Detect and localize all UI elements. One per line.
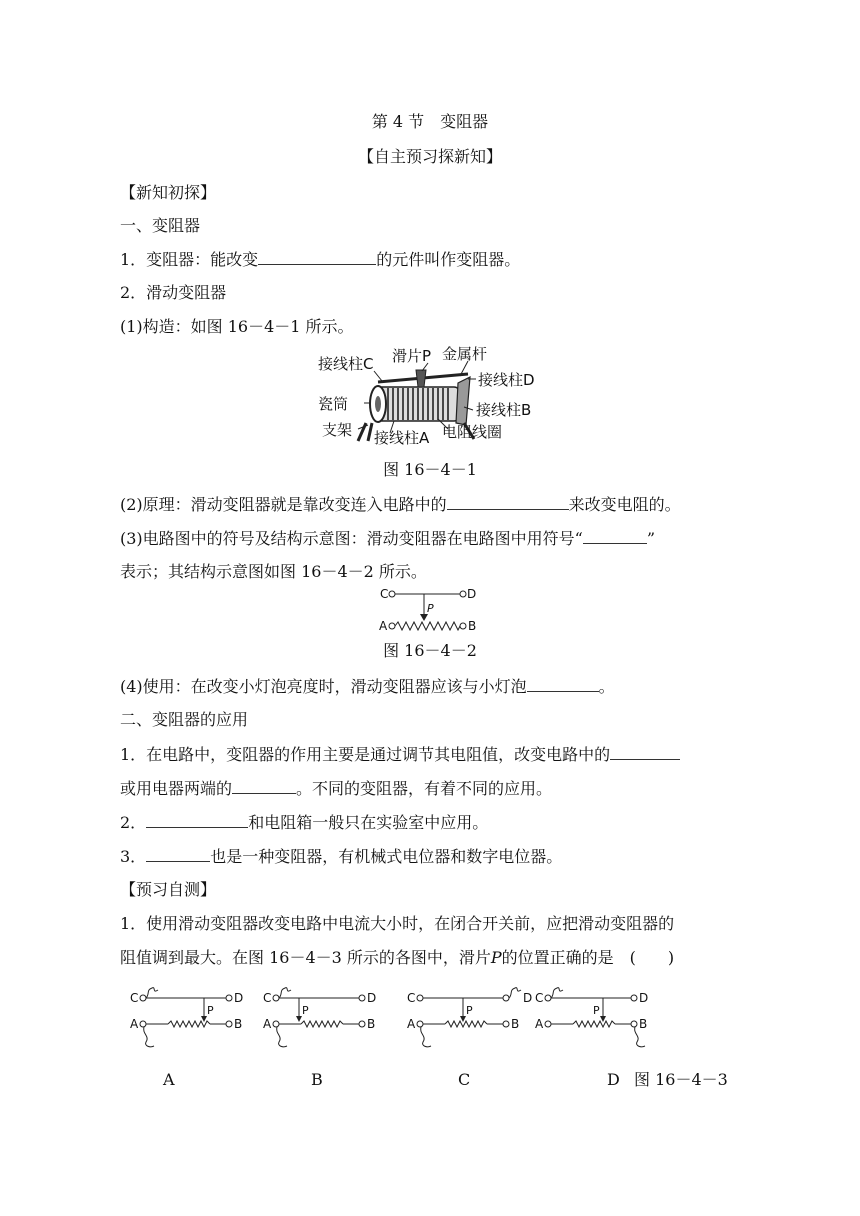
fig1-caption: 图 16－4－1	[383, 460, 477, 479]
label-terminal-a: 接线柱A	[374, 429, 430, 447]
svg-text:C: C	[407, 991, 416, 1005]
part2-q3-post: 也是一种变阻器，有机械式电位器和数字电位器。	[210, 847, 563, 866]
part1-heading: 一、变阻器	[120, 216, 201, 235]
option-a-label: A	[163, 1070, 175, 1089]
svg-text:D: D	[234, 991, 244, 1005]
fill-blank[interactable]	[232, 778, 296, 794]
svg-text:D: D	[523, 991, 533, 1005]
label-terminal-d: 接线柱D	[478, 371, 535, 389]
part1-s4	[120, 676, 615, 697]
fill-blank[interactable]	[447, 494, 569, 510]
label-terminal-c: 接线柱C	[318, 355, 374, 373]
q1-line2-text: 阻值调到最大。在图 16－4－3 所示的各图中，滑片	[120, 948, 491, 967]
part2-q1-line2-pre: 或用电器两端的	[120, 779, 233, 798]
fill-blank[interactable]	[610, 744, 680, 760]
section-title: 第 4 节 变阻器	[371, 112, 489, 131]
svg-text:A: A	[263, 1017, 272, 1031]
part2-q1-pre: 1．在电路中，变阻器的作用主要是通过调节其电阻值，改变电路中的	[120, 745, 611, 764]
fig3-caption: 图 16－4－3	[634, 1070, 728, 1089]
fill-blank[interactable]	[258, 249, 376, 265]
svg-text:A: A	[130, 1017, 139, 1031]
part1-s1: (1)构造：如图 16－4－1 所示。	[120, 317, 354, 336]
part1-q1-post: 的元件叫作变阻器。	[376, 250, 521, 269]
option-c-label: C	[458, 1070, 471, 1089]
self-test-label: 【预习自测】	[120, 880, 217, 899]
part2-q3	[120, 846, 562, 867]
q1-italic-p: P	[490, 948, 502, 967]
svg-text:C: C	[130, 991, 139, 1005]
option-d-diagram[interactable]	[533, 984, 663, 1054]
part2-q1-line2-post: 。不同的变阻器，有着不同的应用。	[296, 779, 553, 798]
part2-q2-pre: 2．	[120, 813, 147, 832]
label-resistance-coil: 电阻线圈	[442, 423, 503, 441]
part1-s3	[120, 528, 655, 549]
part1-s3-post: ”	[646, 529, 656, 548]
part1-q1	[120, 249, 520, 270]
schematic-a: A	[379, 619, 388, 633]
part1-s4-post: 。	[598, 677, 615, 696]
svg-text:C: C	[535, 991, 544, 1005]
part1-s2-post: 来改变电阻的。	[568, 495, 681, 514]
svg-text:P: P	[593, 1004, 600, 1017]
label-stand: 支架	[322, 421, 353, 439]
label-metal-rod: 金属杆	[442, 345, 488, 363]
fill-blank[interactable]	[527, 676, 599, 692]
schematic-p: P	[427, 602, 434, 615]
section-header: 【自主预习探新知】	[357, 147, 502, 166]
svg-text:P: P	[302, 1004, 309, 1017]
part1-s2-pre: (2)原理：滑动变阻器就是靠改变连入电路中的	[120, 495, 447, 514]
self-test-q1-line2	[120, 948, 674, 968]
new-knowledge-label: 【新知初探】	[120, 183, 217, 202]
part2-q2	[120, 812, 488, 833]
label-ceramic-tube: 瓷筒	[318, 395, 349, 413]
svg-text:D: D	[639, 991, 649, 1005]
option-d-label: D	[607, 1070, 620, 1089]
option-b-diagram[interactable]	[261, 984, 391, 1054]
svg-text:A: A	[535, 1017, 544, 1031]
schematic-b: B	[468, 619, 477, 633]
svg-text:B: B	[367, 1017, 376, 1031]
part2-heading: 二、变阻器的应用	[120, 710, 249, 729]
rheostat-illustration	[318, 343, 548, 448]
schematic-d: D	[467, 587, 477, 601]
svg-text:B: B	[639, 1017, 648, 1031]
part1-s2	[120, 494, 681, 515]
part1-q1-pre: 1．变阻器：能改变	[120, 250, 259, 269]
svg-text:B: B	[511, 1017, 520, 1031]
fill-blank[interactable]	[583, 528, 647, 544]
label-terminal-b: 接线柱B	[476, 401, 532, 419]
q1-line2-post: 的位置正确的是 ( )	[501, 948, 675, 967]
svg-text:D: D	[367, 991, 377, 1005]
part1-s4-pre: (4)使用：在改变小灯泡亮度时，滑动变阻器应该与小灯泡	[120, 677, 527, 696]
part2-q1-line2	[120, 778, 552, 799]
option-c-diagram[interactable]	[405, 984, 535, 1054]
fill-blank[interactable]	[146, 812, 248, 828]
part2-q3-pre: 3．	[120, 847, 147, 866]
fig2-caption: 图 16－4－2	[383, 641, 477, 660]
self-test-q1-line1: 1．使用滑动变阻器改变电路中电流大小时，在闭合开关前，应把滑动变阻器的	[120, 914, 675, 933]
part2-q1	[120, 744, 680, 765]
part1-s3-pre: (3)电路图中的符号及结构示意图：滑动变阻器在电路图中用符号“	[120, 529, 583, 548]
part2-q2-post: 和电阻箱一般只在实验室中应用。	[248, 813, 489, 832]
part1-q2: 2．滑动变阻器	[120, 283, 227, 302]
option-b-label: B	[311, 1070, 323, 1089]
part1-s3-line2: 表示；其结构示意图如图 16－4－2 所示。	[120, 562, 427, 581]
svg-text:B: B	[234, 1017, 243, 1031]
schematic-c: C	[380, 587, 389, 601]
rheostat-schematic	[376, 586, 486, 636]
svg-text:C: C	[263, 991, 272, 1005]
option-a-diagram[interactable]	[128, 984, 258, 1054]
svg-text:P: P	[207, 1004, 214, 1017]
label-slider-p: 滑片P	[392, 347, 432, 365]
fill-blank[interactable]	[146, 846, 210, 862]
svg-text:A: A	[407, 1017, 416, 1031]
svg-text:P: P	[466, 1004, 473, 1017]
